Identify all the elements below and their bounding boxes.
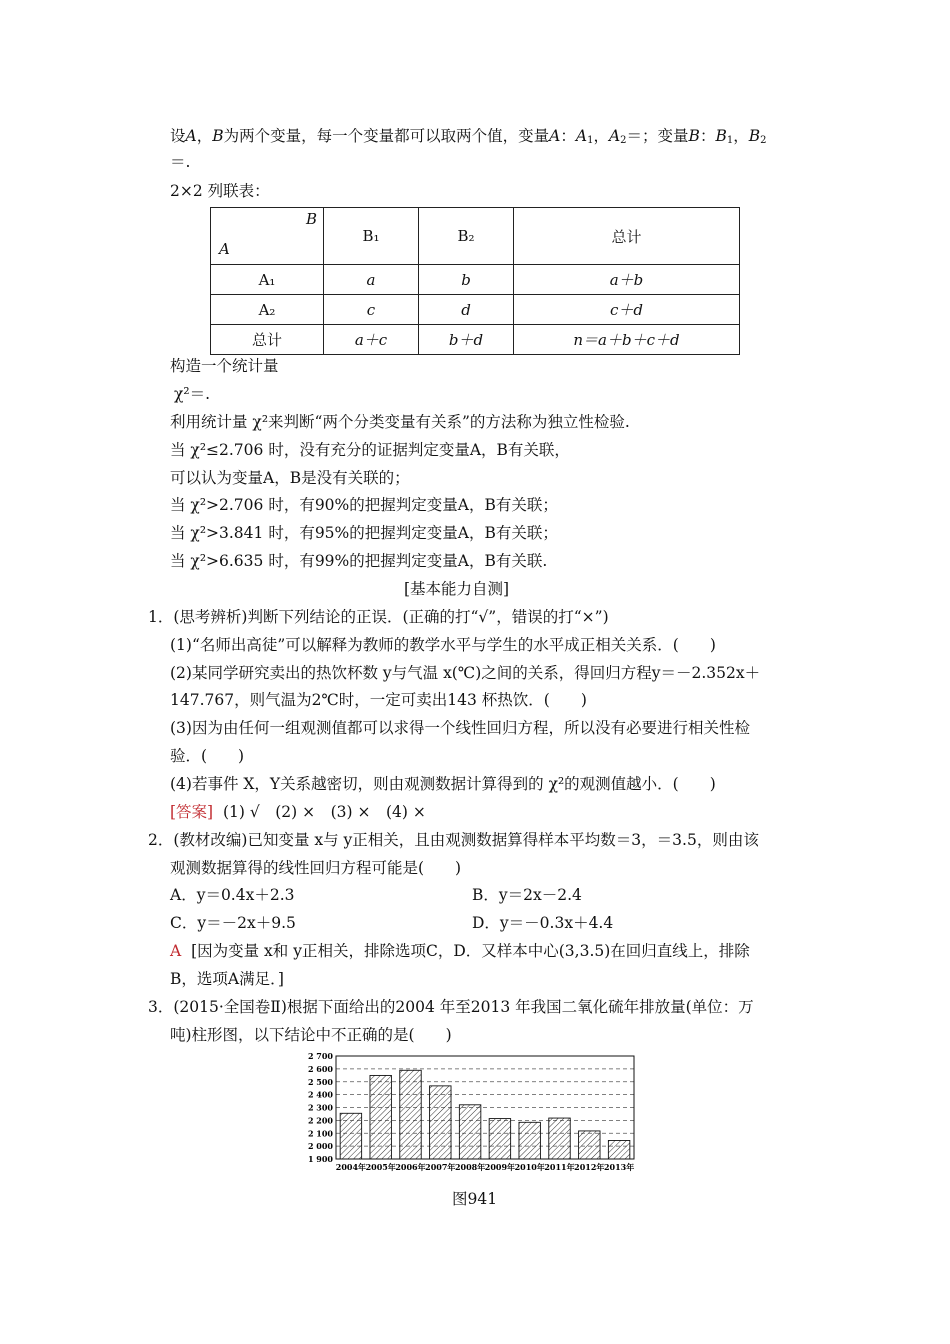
table-row [211, 265, 740, 295]
q1-statement-2b: 147.767，则气温为2℃时，一定可卖出143 杯热饮．( ) [170, 691, 587, 709]
table-row [211, 325, 740, 355]
bar [430, 1086, 451, 1159]
y-tick-label: 2 200 [307, 1115, 333, 1126]
stat-line-6: 当 χ²>2.706 时，有90%的把握判定变量A，B有关联； [170, 496, 558, 514]
bar [579, 1131, 600, 1159]
y-tick-label: 1 900 [307, 1154, 333, 1164]
q2-option-d: D．y＝－0.3x＋4.4 [472, 914, 614, 932]
corner-label-b: B [305, 210, 317, 228]
header-b2: B₂ [419, 208, 514, 265]
q1-statement-3b: 验．( ) [170, 747, 245, 765]
x-tick-label: 2011年 [544, 1162, 575, 1172]
header-total: 总计 [514, 208, 740, 265]
bar-chart [300, 1048, 645, 1176]
bar [459, 1105, 480, 1159]
q2-option-a: A．y＝0.4x＋2.3 [170, 886, 295, 904]
q2-option-c: C．y＝－2x＋9.5 [170, 914, 296, 932]
q3-stem-b: 吨)柱形图，以下结论中不正确的是( ) [170, 1026, 452, 1044]
q2-stem-a: 2．(教材改编)已知变量 x与 y正相关，且由观测数据算得样本平均数＝3，＝3.5，则由该 [148, 831, 759, 849]
table-row [211, 295, 740, 325]
figure-caption: 图941 [452, 1190, 498, 1208]
table-cell: A₂ [211, 295, 324, 325]
x-tick-label: 2012年 [574, 1162, 605, 1172]
answer-text: (1) √ (2) × (3) × (4) × [222, 803, 426, 821]
q2-option-b: B．y＝2x－2.4 [472, 886, 582, 904]
stat-line-7: 当 χ²>3.841 时，有95%的把握判定变量A，B有关联； [170, 524, 558, 542]
table-cell: 总计 [211, 325, 324, 355]
table-cell: b [419, 265, 514, 295]
y-tick-label: 2 500 [307, 1076, 333, 1087]
q1-statement-1: (1)“名师出高徒”可以解释为教师的教学水平与学生的水平成正相关关系．( ) [170, 636, 716, 654]
y-tick-label: 2 300 [307, 1102, 333, 1113]
corner-label-a: A [219, 240, 230, 258]
stat-line-2: χ²＝. [174, 385, 211, 403]
bar [370, 1075, 391, 1159]
table-cell: c＋d [514, 295, 740, 325]
stat-line-8: 当 χ²>6.635 时，有99%的把握判定变量A，B有关联. [170, 552, 548, 570]
q1-stem: 1．(思考辨析)判断下列结论的正误．(正确的打“√”，错误的打“×”) [148, 608, 609, 626]
q1-statement-3a: (3)因为由任何一组观测值都可以求得一个线性回归方程，所以没有必要进行相关性检 [170, 719, 750, 737]
stat-line-3: 利用统计量 χ²来判断“两个分类变量有关系”的方法称为独立性检验. [170, 413, 630, 431]
table-cell: A₁ [211, 265, 324, 295]
x-tick-label: 2007年 [425, 1162, 456, 1172]
table-header-row [211, 208, 740, 265]
intro-line-2: ＝. [170, 153, 191, 171]
table-cell: a＋c [324, 325, 419, 355]
table-cell: c [324, 295, 419, 325]
q1-statement-2a: (2)某同学研究卖出的热饮杯数 y与气温 x(℃)之间的关系，得回归方程y＝－2.352x＋ [170, 664, 761, 682]
table-cell: d [419, 295, 514, 325]
x-tick-label: 2004年 [335, 1162, 367, 1172]
bar [340, 1113, 361, 1159]
bar [489, 1119, 510, 1159]
section-title: [基本能力自测] [404, 580, 510, 598]
q2-stem-b: 观测数据算得的线性回归方程可能是( ) [170, 859, 462, 877]
q3-stem-a: 3．(2015·全国卷Ⅱ)根据下面给出的2004 年至2013 年我国二氧化硫年排放量(单位：万 [148, 998, 754, 1016]
table-cell: a [324, 265, 419, 295]
x-tick-label: 2005年 [365, 1162, 396, 1172]
y-tick-label: 2 000 [307, 1141, 333, 1152]
y-tick-label: 2 700 [307, 1051, 333, 1061]
table-cell: b＋d [419, 325, 514, 355]
q1-answer [170, 802, 426, 822]
q1-statement-4: (4)若事件 X，Y关系越密切，则由观测数据计算得到的 χ²的观测值越小．( ) [170, 775, 716, 793]
table-cell: a＋b [514, 265, 740, 295]
stat-line-5: 可以认为变量A，B是没有关联的； [170, 469, 410, 487]
y-tick-label: 2 100 [307, 1128, 333, 1139]
y-tick-label: 2 400 [307, 1089, 333, 1100]
bar [519, 1122, 540, 1159]
q2-explanation-text: [因为变量 x和 y正相关，排除选项C，D．又样本中心(3,3.5)在回归直线上，排除 [191, 942, 750, 960]
stat-line-4: 当 χ²≤2.706 时，没有充分的证据判定变量A，B有关联， [170, 441, 570, 459]
x-tick-label: 2008年 [454, 1162, 486, 1172]
x-tick-label: 2013年 [603, 1162, 635, 1172]
table-corner-cell [211, 208, 324, 265]
q2-explanation-b: B，选项A满足．] [170, 970, 284, 988]
contingency-table [210, 207, 740, 355]
bar [400, 1070, 421, 1159]
x-tick-label: 2009年 [484, 1162, 516, 1172]
stat-line-1: 构造一个统计量 [170, 357, 279, 375]
q2-answer-letter: A [170, 942, 182, 960]
bar [608, 1140, 629, 1159]
table-cell: n＝a＋b＋c＋d [514, 325, 740, 355]
table-title: 2×2 列联表： [170, 182, 270, 200]
header-b1: B₁ [324, 208, 419, 265]
bar [549, 1118, 570, 1159]
q2-explanation-a [170, 941, 750, 961]
x-tick-label: 2006年 [395, 1162, 426, 1172]
x-tick-label: 2010年 [514, 1162, 545, 1172]
intro-line-1: 设A，B为两个变量，每一个变量都可以取两个值，变量A：$A_1$，$A_2=$；变量B：$B_1$，$B_2$ [170, 127, 767, 146]
y-tick-label: 2 600 [307, 1063, 333, 1074]
answer-label: [答案] [170, 803, 214, 821]
